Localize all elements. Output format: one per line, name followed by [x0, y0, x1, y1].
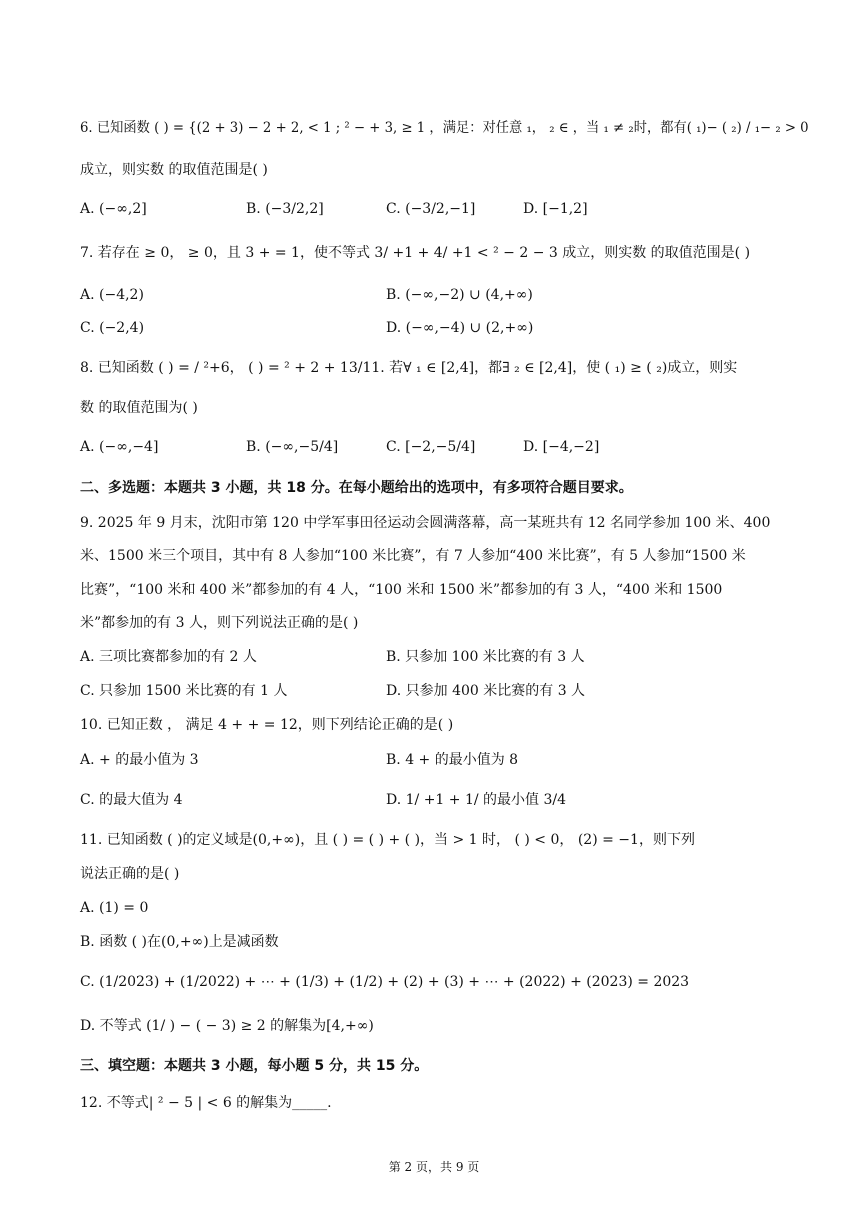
- question-11-stem-cont: 说法正确的是( ): [80, 866, 180, 882]
- question-6-option-c: C. (−3/2,−1]: [386, 201, 476, 217]
- question-8-stem: 8. 已知函数 ( ) = / ²+6， ( ) = ² + 2 + 13/11. 若∀ ₁ ∈ [2,4]，都∃ ₂ ∈ [2,4]，使 ( ₁) ≥ ( ₂)成立，则实: [80, 360, 738, 376]
- question-7-stem: 7. 若存在 ≥ 0， ≥ 0，且 3 + = 1，使不等式 3/ +1 + 4/ +1 < ² − 2 − 3 成立，则实数 的取值范围是( ): [80, 245, 751, 261]
- question-6-stem: 6. 已知函数 ( ) = {(2 + 3) − 2 + 2, < 1 ; ² − + 3, ≥ 1 ，满足：对任意 ₁， ₂ ∈ ，当 ₁ ≠ ₂时，都有( ₁)− ( ₂) / ₁− ₂ > 0: [80, 120, 809, 136]
- question-7-option-d: D. (−∞,−4) ∪ (2,+∞): [386, 320, 534, 336]
- question-8-option-c: C. [−2,−5/4]: [386, 439, 476, 455]
- question-11-option-a: A. (1) = 0: [80, 900, 149, 916]
- question-9-option-c: C. 只参加 1500 米比赛的有 1 人: [80, 683, 288, 699]
- question-10-option-c: C. 的最大值为 4: [80, 792, 183, 808]
- question-6-option-b: B. (−3/2,2]: [246, 201, 324, 217]
- question-9-option-a: A. 三项比赛都参加的有 2 人: [80, 649, 257, 665]
- question-8-option-d: D. [−4,−2]: [523, 439, 600, 455]
- question-9-stem-cont-3: 米”都参加的有 3 人，则下列说法正确的是( ): [80, 615, 359, 631]
- question-11-stem: 11. 已知函数 ( )的定义域是(0,+∞)，且 ( ) = ( ) + ( )，当 > 1 时， ( ) < 0， (2) = −1，则下列: [80, 832, 695, 848]
- question-7-option-c: C. (−2,4): [80, 320, 145, 336]
- question-6-stem-cont: 成立，则实数 的取值范围是( ): [80, 162, 268, 178]
- question-8-stem-cont: 数 的取值范围为( ): [80, 400, 198, 416]
- question-9-option-b: B. 只参加 100 米比赛的有 3 人: [386, 649, 585, 665]
- question-12-stem: 12. 不等式| ² − 5 | < 6 的解集为_____.: [80, 1095, 332, 1111]
- question-8-option-a: A. (−∞,−4]: [80, 439, 159, 455]
- question-8-option-b: B. (−∞,−5/4]: [246, 439, 339, 455]
- question-9-stem-cont-2: 比赛”，“100 米和 400 米”都参加的有 4 人，“100 米和 1500 米”都参加的有 3 人，“400 米和 1500: [80, 582, 723, 598]
- question-9-stem-cont-1: 米、1500 米三个项目，其中有 8 人参加“100 米比赛”，有 7 人参加“400 米比赛”，有 5 人参加“1500 米: [80, 548, 746, 564]
- question-10-stem: 10. 已知正数 ， 满足 4 + + = 12，则下列结论正确的是( ): [80, 717, 454, 733]
- question-9-option-d: D. 只参加 400 米比赛的有 3 人: [386, 683, 586, 699]
- page-footer: 第 2 页，共 9 页: [388, 1160, 480, 1174]
- question-7-option-b: B. (−∞,−2) ∪ (4,+∞): [386, 287, 533, 303]
- question-11-option-c: C. (1/2023) + (1/2022) + ⋯ + (1/3) + (1/2) + (2) + (3) + ⋯ + (2022) + (2023) = 2023: [80, 974, 690, 990]
- section-2-heading: 二、多选题：本题共 3 小题，共 18 分。在每小题给出的选项中，有多项符合题目要求。: [80, 480, 633, 496]
- question-10-option-b: B. 4 + 的最小值为 8: [386, 752, 519, 768]
- question-7-option-a: A. (−4,2): [80, 287, 144, 303]
- question-10-option-a: A. + 的最小值为 3: [80, 752, 199, 768]
- question-6-option-a: A. (−∞,2]: [80, 201, 147, 217]
- question-10-option-d: D. 1/ +1 + 1/ 的最小值 3/4: [386, 792, 567, 808]
- question-9-stem: 9. 2025 年 9 月末，沈阳市第 120 中学军事田径运动会圆满落幕，高一某班共有 12 名同学参加 100 米、400: [80, 515, 771, 531]
- question-6-option-d: D. [−1,2]: [523, 201, 588, 217]
- section-3-heading: 三、填空题：本题共 3 小题，每小题 5 分，共 15 分。: [80, 1058, 429, 1074]
- question-11-option-d: D. 不等式 (1/ ) − ( − 3) ≥ 2 的解集为[4,+∞): [80, 1018, 374, 1034]
- question-11-option-b: B. 函数 ( )在(0,+∞)上是减函数: [80, 934, 279, 950]
